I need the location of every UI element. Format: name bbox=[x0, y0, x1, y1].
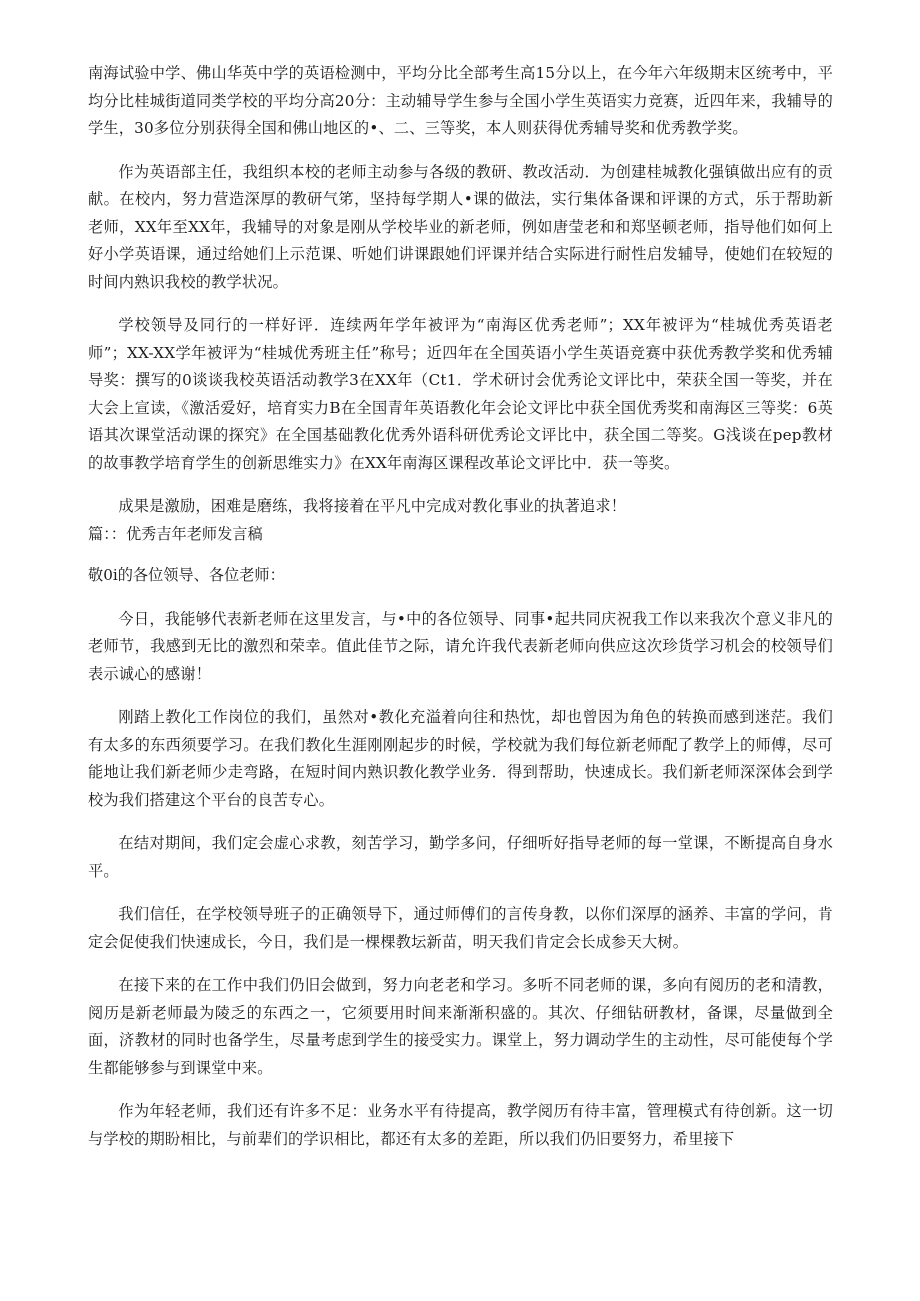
paragraph-bottom-1: 今日，我能够代表新老师在这里发言，与•中的各位领导、同事•起共同庆祝我工作以来我次个意义非凡的老师节，我感到无比的激烈和荣幸。值此佳节之际，请允许我代表新老师向供应这次珍货学习机会的校领导们表示诚心的感谢！ bbox=[88, 609, 833, 683]
paragraph-bottom-4: 我们信任，在学校领导班子的正确领导下，通过师傅们的言传身教，以你们深厚的涵养、丰富的学问，肯定会促使我们快速成长，今日，我们是一棵棵教坛新苗，明天我们肯定会长成参天大树。 bbox=[88, 905, 833, 951]
section-title: 篇：：优秀吉年老师发言稿 bbox=[88, 524, 263, 543]
paragraph-top-2: 作为英语部主任，我组织本校的老师主动参与各级的教研、教改活动．为创建桂城教化强镇做出应有的贡献。在校内，努力营造深厚的教研气笫，坚持每学期人•课的做法，实行集体备课和评课的方式，乐于帮助新老师，XX年至XX年，我辅导的对象是刚从学校毕业的新老师，例如唐莹老和和郑坚顿老师，指导他们如何上好小学英语课，通过给她们上示范课、听她们讲课跟她们评课并结合实际进行耐性启发辅导，使她们在较短的时间内熟识我校的教学状况。 bbox=[88, 162, 833, 291]
paragraph-top-3: 学校领导及同行的一样好评．连续两年学年被评为“南海区优秀老师”；XX年被评为“桂城优秀英语老师”；XX-XX学年被评为“桂城优秀班主任”称号；近四年在全国英语小学生英语竞赛中获优秀教学奖和优秀辅导奖：撰写的0谈谈我校英语活动教学3在XX年（Ct1．学术研讨会优秀论文评比中，荣获全国一等奖，并在大会上宣读，《激活爱好，培育实力B在全国青年英语教化年会论文评比中获全国优秀奖和南海区三等奖：6英语其次课堂活动课的探究》在全国基础教化优秀外语科研优秀论文评比中，获全国二等奖。G浅谈在pep教材的故事教学培育学生的创新思维实力》在XX年南海区课程改革论文评比中．获一等奖。 bbox=[88, 316, 833, 472]
paragraph-top-4: 成果是激励，困难是磨练，我将接着在平凡中完成对教化事业的执著追求！ bbox=[118, 497, 627, 515]
paragraph-bottom-5: 在接下来的在工作中我们仍旧会做到，努力向老老和学习。多听不同老师的课，多向有阅历的老和清教，阅历是新老师最为陵乏的东西之一，它须要用时间来渐渐积盛的。其次、仔细钻研教材，备课，尽量做到全面，济教材的同时也备学生，尽量考虑到学生的接受实力。课堂上，努力调动学生的主动性，尽可能使每个学生都能够参与到课堂中来。 bbox=[88, 976, 833, 1077]
paragraph-top-1: 南海试验中学、佛山华英中学的英语检测中，平均分比全部考生高15分以上，在今年六年级期末区统考中，平均分比桂城街道同类学校的平均分高20分：主动辅导学生参与全国小学生英语实力竞赛，近四年来，我辅导的学生，30多位分别获得全国和佛山地区的•、二、三等奖，本人则获得优秀辅导奖和优秀教学奖。 bbox=[88, 64, 833, 137]
paragraph-bottom-2: 刚踏上教化工作岗位的我们，虽然对•教化充溢着向往和热忱，却也曾因为角色的转换而感到迷茫。我们有太多的东西须要学习。在我们教化生涯刚刚起步的时候，学校就为我们每位新老师配了教学上的师傅，尽可能地让我们新老师少走弯路，在短时间内熟识教化教学业务．得到帮助，快速成长。我们新老师深深体会到学校为我们搭建这个平台的良苦专心。 bbox=[88, 708, 833, 809]
paragraph-bottom-3: 在结对期间，我们定会虚心求教，刻苦学习，勤学多问，仔细听好指导老师的每一堂课，不断提高自身水平。 bbox=[88, 834, 833, 880]
salutation: 敬0i的各位领导、各位老师： bbox=[88, 566, 285, 584]
paragraph-bottom-6: 作为年轻老师，我们还有许多不足：业务水平有待提高，教学阅历有待丰富，管理模式有待创新。这一切与学校的期盼相比，与前辈们的学识相比，都还有太多的差距，所以我们仍旧要努力，希里接下 bbox=[88, 1102, 833, 1148]
document-page bbox=[88, 60, 833, 1153]
